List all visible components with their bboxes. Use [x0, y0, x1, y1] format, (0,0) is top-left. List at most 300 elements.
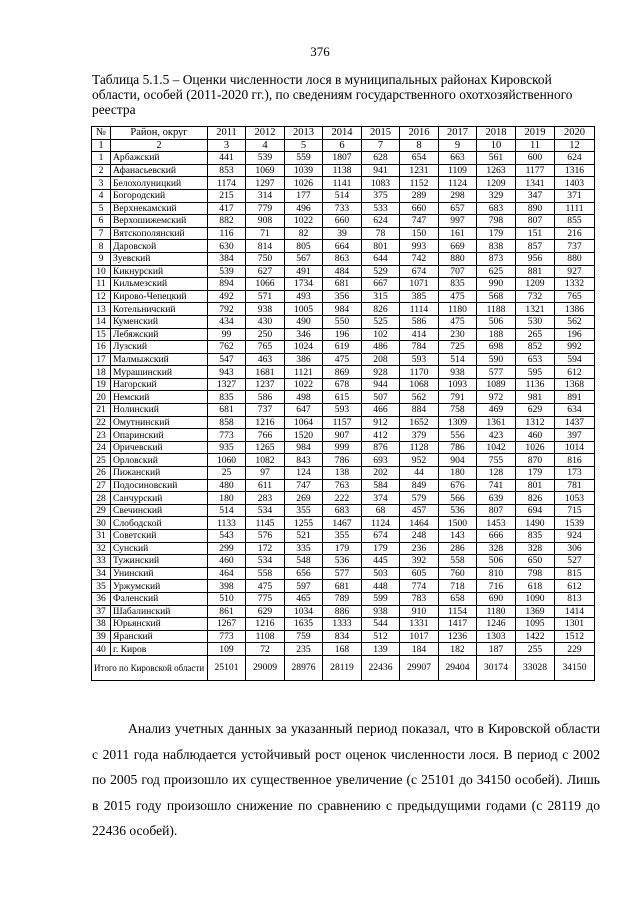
value-cell: 475: [246, 580, 285, 593]
value-cell: 1209: [516, 278, 555, 291]
value-cell: 514: [208, 504, 246, 517]
table-caption: Таблица 5.1.5 – Оценки численности лося в муниципальных районах Кировской области, особей (2011-2020 гг.), по сведениям государственного охотхозяйственного реестра: [92, 72, 573, 117]
value-cell: 536: [323, 555, 362, 568]
district-name-cell: Орловский: [111, 454, 208, 467]
district-name-cell: Уржумский: [111, 580, 208, 593]
table-header-cell: 2019: [516, 127, 555, 140]
district-name-cell: Арбажский: [111, 152, 208, 165]
district-name-cell: Нолинский: [111, 404, 208, 417]
value-cell: 562: [555, 315, 595, 328]
value-cell: 1386: [555, 303, 595, 316]
district-name-cell: Яранский: [111, 630, 208, 643]
value-cell: 805: [285, 240, 323, 253]
total-value-cell: 29907: [400, 655, 439, 680]
table-row: [92, 341, 595, 354]
value-cell: 374: [362, 492, 400, 505]
value-cell: 384: [208, 252, 246, 265]
value-cell: 1177: [516, 164, 555, 177]
value-cell: 615: [323, 391, 362, 404]
value-cell: 229: [555, 643, 595, 656]
value-cell: 533: [362, 202, 400, 215]
row-number-cell: 40: [92, 643, 111, 656]
table-row: [92, 315, 595, 328]
value-cell: 346: [285, 328, 323, 341]
value-cell: 624: [362, 215, 400, 228]
value-cell: 530: [516, 315, 555, 328]
value-cell: 907: [323, 429, 362, 442]
district-name-cell: Свечинский: [111, 504, 208, 517]
value-cell: 1437: [555, 416, 595, 429]
value-cell: 707: [439, 265, 477, 278]
value-cell: 755: [477, 454, 516, 467]
value-cell: 1422: [516, 630, 555, 643]
total-label-cell: Итого по Кировской области: [92, 655, 208, 680]
value-cell: 78: [362, 227, 400, 240]
value-cell: 928: [362, 366, 400, 379]
value-cell: 179: [516, 467, 555, 480]
value-cell: 514: [323, 189, 362, 202]
value-cell: 798: [477, 215, 516, 228]
value-cell: 536: [439, 504, 477, 517]
value-cell: 109: [208, 643, 246, 656]
district-name-cell: г. Киров: [111, 643, 208, 656]
value-cell: 577: [477, 366, 516, 379]
value-cell: 441: [208, 152, 246, 165]
table-row: [92, 605, 595, 618]
value-cell: 1053: [555, 492, 595, 505]
value-cell: 1332: [555, 278, 595, 291]
table-row: [92, 592, 595, 605]
total-value-cell: 30174: [477, 655, 516, 680]
value-cell: 935: [208, 441, 246, 454]
row-number-cell: 18: [92, 366, 111, 379]
row-number-cell: 16: [92, 341, 111, 354]
row-number-cell: 34: [92, 567, 111, 580]
table-row: [92, 303, 595, 316]
district-name-cell: Советский: [111, 530, 208, 543]
value-cell: 599: [362, 592, 400, 605]
value-cell: 529: [362, 265, 400, 278]
value-cell: 857: [516, 240, 555, 253]
value-cell: 355: [285, 504, 323, 517]
value-cell: 116: [208, 227, 246, 240]
value-cell: 329: [477, 189, 516, 202]
table-row: [92, 353, 595, 366]
value-cell: 815: [555, 567, 595, 580]
value-cell: 412: [362, 429, 400, 442]
district-name-cell: Афанасьевский: [111, 164, 208, 177]
table-row: [92, 215, 595, 228]
value-cell: 1109: [439, 164, 477, 177]
value-cell: 660: [323, 215, 362, 228]
table-row: [92, 378, 595, 391]
value-cell: 397: [555, 429, 595, 442]
value-cell: 943: [208, 366, 246, 379]
total-value-cell: 29404: [439, 655, 477, 680]
value-cell: 177: [285, 189, 323, 202]
value-cell: 1188: [477, 303, 516, 316]
value-cell: 997: [439, 215, 477, 228]
value-cell: 68: [362, 504, 400, 517]
value-cell: 392: [400, 555, 439, 568]
value-cell: 1341: [516, 177, 555, 190]
table-header-cell: 2018: [477, 127, 516, 140]
district-name-cell: Унинский: [111, 567, 208, 580]
district-name-cell: Юрьянский: [111, 618, 208, 631]
value-cell: 807: [516, 215, 555, 228]
value-cell: 666: [477, 530, 516, 543]
value-cell: 600: [516, 152, 555, 165]
value-cell: 1034: [285, 605, 323, 618]
value-cell: 775: [246, 592, 285, 605]
value-cell: 612: [555, 580, 595, 593]
value-cell: 566: [439, 492, 477, 505]
row-number-cell: 25: [92, 454, 111, 467]
row-number-cell: 11: [92, 278, 111, 291]
value-cell: 379: [400, 429, 439, 442]
value-cell: 434: [208, 315, 246, 328]
value-cell: 82: [285, 227, 323, 240]
value-cell: 506: [477, 315, 516, 328]
district-name-cell: Куменский: [111, 315, 208, 328]
table-row: [92, 441, 595, 454]
value-cell: 1265: [246, 441, 285, 454]
value-cell: 853: [208, 164, 246, 177]
total-value-cell: 22436: [362, 655, 400, 680]
value-cell: 1635: [285, 618, 323, 631]
value-cell: 611: [246, 479, 285, 492]
table-row: [92, 467, 595, 480]
value-cell: 849: [400, 479, 439, 492]
value-cell: 463: [246, 353, 285, 366]
value-cell: 984: [285, 441, 323, 454]
value-cell: 678: [323, 378, 362, 391]
value-cell: 660: [400, 202, 439, 215]
table-row: [92, 555, 595, 568]
value-cell: 469: [477, 404, 516, 417]
value-cell: 1231: [400, 164, 439, 177]
district-name-cell: Санчурский: [111, 492, 208, 505]
value-cell: 486: [362, 341, 400, 354]
value-cell: 595: [516, 366, 555, 379]
value-cell: 956: [516, 252, 555, 265]
row-number-cell: 10: [92, 265, 111, 278]
value-cell: 759: [285, 630, 323, 643]
district-name-cell: Пижанский: [111, 467, 208, 480]
value-cell: 1068: [400, 378, 439, 391]
value-cell: 1017: [400, 630, 439, 643]
value-cell: 1681: [246, 366, 285, 379]
value-cell: 938: [439, 366, 477, 379]
value-cell: 417: [208, 202, 246, 215]
value-cell: 525: [362, 315, 400, 328]
value-cell: 1093: [439, 378, 477, 391]
value-cell: 179: [477, 227, 516, 240]
district-name-cell: Верхнекамский: [111, 202, 208, 215]
value-cell: 781: [555, 479, 595, 492]
table-body: [92, 152, 595, 681]
table-row: [92, 618, 595, 631]
table-row: [92, 504, 595, 517]
value-cell: 1267: [208, 618, 246, 631]
table-header-cell: №: [92, 127, 111, 140]
row-number-cell: 12: [92, 290, 111, 303]
value-cell: 747: [285, 479, 323, 492]
value-cell: 1309: [439, 416, 477, 429]
table-total-row: [92, 655, 595, 680]
table-header-cell: 2014: [323, 127, 362, 140]
value-cell: 514: [439, 353, 477, 366]
row-number-cell: 39: [92, 630, 111, 643]
value-cell: 248: [400, 530, 439, 543]
table-column-number-cell: 4: [246, 139, 285, 152]
value-cell: 44: [400, 467, 439, 480]
value-cell: 881: [516, 265, 555, 278]
value-cell: 576: [246, 530, 285, 543]
value-cell: 534: [246, 504, 285, 517]
value-cell: 414: [400, 328, 439, 341]
value-cell: 1301: [555, 618, 595, 631]
value-cell: 1069: [246, 164, 285, 177]
value-cell: 1145: [246, 517, 285, 530]
row-number-cell: 5: [92, 202, 111, 215]
district-name-cell: Опаринский: [111, 429, 208, 442]
table-row: [92, 265, 595, 278]
value-cell: 786: [323, 454, 362, 467]
table-header-cell: Район, округ: [111, 127, 208, 140]
value-cell: 1026: [516, 441, 555, 454]
value-cell: 1138: [323, 164, 362, 177]
value-cell: 924: [555, 530, 595, 543]
district-name-cell: Богородский: [111, 189, 208, 202]
table-header-row: [92, 127, 595, 140]
value-cell: 1124: [362, 517, 400, 530]
value-cell: 161: [439, 227, 477, 240]
value-cell: 993: [400, 240, 439, 253]
value-cell: 496: [285, 202, 323, 215]
district-name-cell: Шабалинский: [111, 605, 208, 618]
value-cell: 733: [323, 202, 362, 215]
value-cell: 196: [555, 328, 595, 341]
value-cell: 910: [400, 605, 439, 618]
value-cell: 398: [208, 580, 246, 593]
value-cell: 335: [285, 542, 323, 555]
value-cell: 663: [439, 152, 477, 165]
value-cell: 250: [246, 328, 285, 341]
value-cell: 1083: [362, 177, 400, 190]
value-cell: 1255: [285, 517, 323, 530]
value-cell: 681: [208, 404, 246, 417]
value-cell: 698: [477, 341, 516, 354]
district-name-cell: Лузский: [111, 341, 208, 354]
table-row: [92, 454, 595, 467]
value-cell: 882: [208, 215, 246, 228]
table-row: [92, 227, 595, 240]
value-cell: 503: [362, 567, 400, 580]
row-number-cell: 1: [92, 152, 111, 165]
value-cell: 172: [246, 542, 285, 555]
row-number-cell: 28: [92, 492, 111, 505]
value-cell: 835: [208, 391, 246, 404]
value-cell: 992: [555, 341, 595, 354]
value-cell: 547: [208, 353, 246, 366]
value-cell: 1022: [285, 215, 323, 228]
value-cell: 766: [246, 429, 285, 442]
value-cell: 801: [516, 479, 555, 492]
value-cell: 150: [400, 227, 439, 240]
value-cell: 972: [477, 391, 516, 404]
district-name-cell: Малмыжский: [111, 353, 208, 366]
value-cell: 890: [516, 202, 555, 215]
value-cell: 269: [285, 492, 323, 505]
value-cell: 1331: [400, 618, 439, 631]
value-cell: 1180: [439, 303, 477, 316]
table-column-number-cell: 3: [208, 139, 246, 152]
value-cell: 647: [285, 404, 323, 417]
table-row: [92, 517, 595, 530]
value-cell: 835: [516, 530, 555, 543]
value-cell: 430: [246, 315, 285, 328]
value-cell: 1321: [516, 303, 555, 316]
value-cell: 464: [208, 567, 246, 580]
value-cell: 521: [285, 530, 323, 543]
value-cell: 539: [208, 265, 246, 278]
value-cell: 1133: [208, 517, 246, 530]
value-cell: 886: [323, 605, 362, 618]
value-cell: 558: [246, 567, 285, 580]
value-cell: 810: [477, 567, 516, 580]
value-cell: 457: [400, 504, 439, 517]
value-cell: 639: [477, 492, 516, 505]
value-cell: 1121: [285, 366, 323, 379]
table-header-cell: 2020: [555, 127, 595, 140]
value-cell: 448: [362, 580, 400, 593]
value-cell: 1417: [439, 618, 477, 631]
value-cell: 683: [323, 504, 362, 517]
value-cell: 634: [555, 404, 595, 417]
value-cell: 571: [246, 290, 285, 303]
value-cell: 1297: [246, 177, 285, 190]
value-cell: 179: [323, 542, 362, 555]
total-value-cell: 25101: [208, 655, 246, 680]
value-cell: 196: [323, 328, 362, 341]
table-column-number-cell: 2: [111, 139, 208, 152]
value-cell: 1170: [400, 366, 439, 379]
row-number-cell: 22: [92, 416, 111, 429]
value-cell: 215: [208, 189, 246, 202]
table-row: [92, 492, 595, 505]
row-number-cell: 36: [92, 592, 111, 605]
value-cell: 534: [246, 555, 285, 568]
value-cell: 328: [516, 542, 555, 555]
value-cell: 1333: [323, 618, 362, 631]
value-cell: 981: [516, 391, 555, 404]
value-cell: 492: [208, 290, 246, 303]
value-cell: 813: [555, 592, 595, 605]
table-header-cell: 2011: [208, 127, 246, 140]
table-row: [92, 416, 595, 429]
value-cell: 774: [400, 580, 439, 593]
value-cell: 1312: [516, 416, 555, 429]
value-cell: 807: [477, 504, 516, 517]
value-cell: 493: [285, 290, 323, 303]
district-name-cell: Оричевский: [111, 441, 208, 454]
table-header-cell: 2015: [362, 127, 400, 140]
value-cell: 826: [516, 492, 555, 505]
value-cell: 876: [362, 441, 400, 454]
value-cell: 1060: [208, 454, 246, 467]
value-cell: 558: [439, 555, 477, 568]
value-cell: 1500: [439, 517, 477, 530]
district-name-cell: Кикнурский: [111, 265, 208, 278]
value-cell: 445: [362, 555, 400, 568]
table-row: [92, 542, 595, 555]
table-row: [92, 290, 595, 303]
value-cell: 625: [477, 265, 516, 278]
total-value-cell: 28119: [323, 655, 362, 680]
value-cell: 298: [439, 189, 477, 202]
value-cell: 593: [400, 353, 439, 366]
value-cell: 512: [362, 630, 400, 643]
value-cell: 619: [323, 341, 362, 354]
table-row: [92, 152, 595, 165]
row-number-cell: 23: [92, 429, 111, 442]
value-cell: 143: [439, 530, 477, 543]
table-row: [92, 278, 595, 291]
value-cell: 763: [323, 479, 362, 492]
value-cell: 618: [516, 580, 555, 593]
value-cell: 630: [208, 240, 246, 253]
district-name-cell: Немский: [111, 391, 208, 404]
value-cell: 72: [246, 643, 285, 656]
district-name-cell: Омутнинский: [111, 416, 208, 429]
row-number-cell: 14: [92, 315, 111, 328]
value-cell: 741: [477, 479, 516, 492]
value-cell: 1154: [439, 605, 477, 618]
row-number-cell: 24: [92, 441, 111, 454]
value-cell: 1026: [285, 177, 323, 190]
value-cell: 187: [477, 643, 516, 656]
row-number-cell: 26: [92, 467, 111, 480]
value-cell: 1403: [555, 177, 595, 190]
value-cell: 927: [555, 265, 595, 278]
value-cell: 758: [439, 404, 477, 417]
table-column-number-cell: 9: [439, 139, 477, 152]
value-cell: 1128: [400, 441, 439, 454]
row-number-cell: 38: [92, 618, 111, 631]
value-cell: 1111: [555, 202, 595, 215]
value-cell: 1369: [516, 605, 555, 618]
value-cell: 658: [439, 592, 477, 605]
value-cell: 97: [246, 467, 285, 480]
value-cell: 25: [208, 467, 246, 480]
value-cell: 180: [208, 492, 246, 505]
district-name-cell: Белохолуницкий: [111, 177, 208, 190]
value-cell: 1316: [555, 164, 595, 177]
value-cell: 543: [208, 530, 246, 543]
value-cell: 657: [439, 202, 477, 215]
table-row: [92, 202, 595, 215]
value-cell: 654: [400, 152, 439, 165]
value-cell: 1209: [477, 177, 516, 190]
value-cell: 779: [246, 202, 285, 215]
value-cell: 1216: [246, 618, 285, 631]
value-cell: 718: [439, 580, 477, 593]
value-cell: 1124: [439, 177, 477, 190]
value-cell: 773: [208, 429, 246, 442]
value-cell: 884: [400, 404, 439, 417]
value-cell: 1236: [439, 630, 477, 643]
